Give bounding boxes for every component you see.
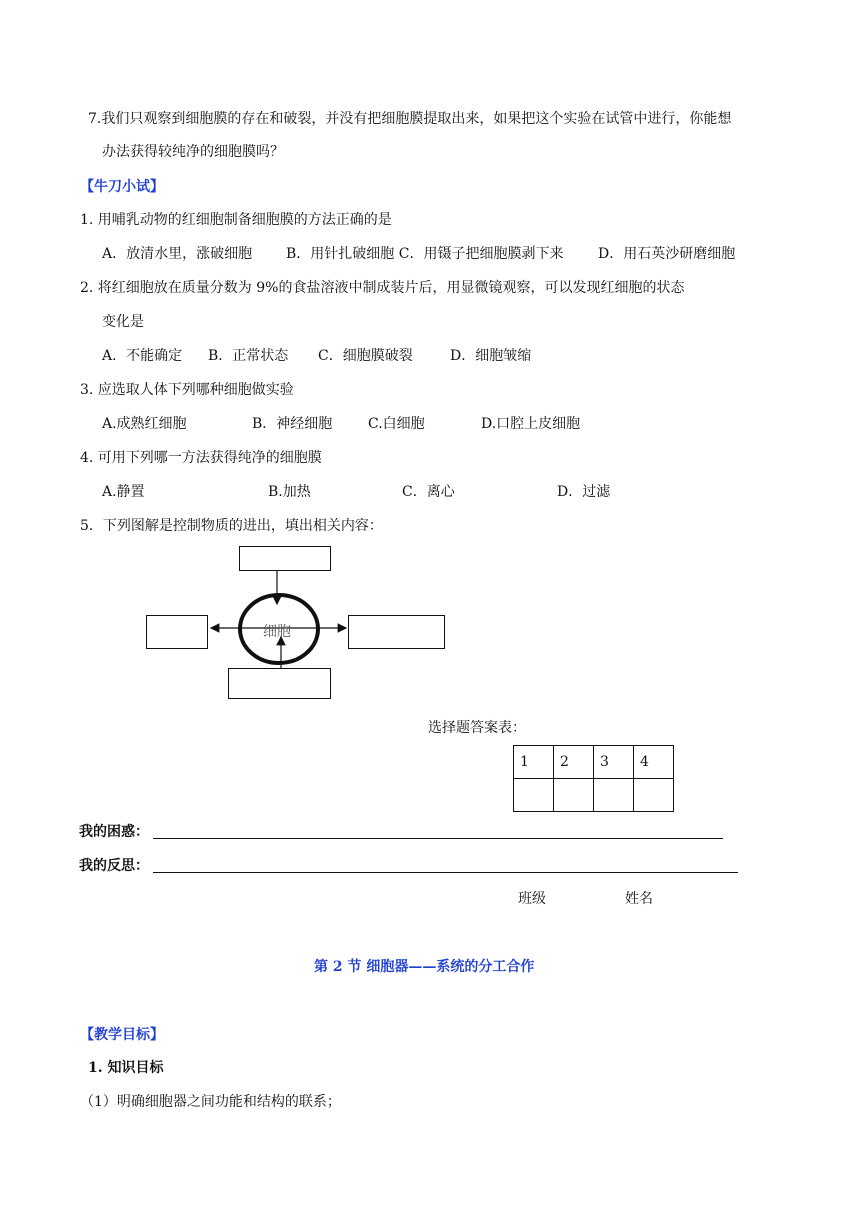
question-1-option-bc: B．用针扎破细胞 C．用镊子把细胞膜剥下来 (286, 246, 564, 262)
answer-table (513, 745, 674, 812)
question-3-option-c: C.白细胞 (368, 416, 425, 432)
answer-cell-2[interactable] (554, 779, 594, 812)
reflection-blank-line[interactable] (153, 872, 738, 873)
knowledge-goal-heading: 1. 知识目标 (88, 1060, 164, 1076)
knowledge-goal-item-1: （1）明确细胞器之间功能和结构的联系； (80, 1094, 341, 1110)
answer-table-header-2: 2 (554, 746, 594, 779)
answer-table-caption: 选择题答案表： (428, 720, 526, 736)
question-5-stem: 5．下列图解是控制物质的进出，填出相关内容： (80, 518, 383, 534)
confusion-label: 我的困惑： (79, 824, 149, 840)
section-header-test: 【牛刀小试】 (80, 179, 164, 195)
answer-table-header-1: 1 (514, 746, 554, 779)
confusion-blank-line[interactable] (153, 838, 723, 839)
diagram-box-top[interactable] (239, 546, 331, 571)
question-4-option-a: A.静置 (102, 484, 145, 500)
question-1-stem: 1. 用哺乳动物的红细胞制备细胞膜的方法正确的是 (80, 212, 392, 228)
question-2-option-b: B．正常状态 (208, 348, 289, 364)
diagram-box-right[interactable] (348, 615, 445, 649)
question-3-option-a: A.成熟红细胞 (102, 416, 187, 432)
answer-table-header-3: 3 (594, 746, 634, 779)
question-2-option-c: C．细胞膜破裂 (318, 348, 413, 364)
question-1-option-a: A．放清水里，涨破细胞 (102, 246, 253, 262)
goals-header: 【教学目标】 (80, 1027, 164, 1043)
question-1-option-d: D．用石英沙研磨细胞 (598, 246, 736, 262)
answer-cell-1[interactable] (514, 779, 554, 812)
q7-line2: 办法获得较纯净的细胞膜吗？ (102, 144, 284, 160)
class-label: 班级 (518, 891, 546, 907)
question-4-stem: 4. 可用下列哪一方法获得纯净的细胞膜 (80, 450, 322, 466)
question-4-option-b: B.加热 (268, 484, 311, 500)
question-3-option-b: B．神经细胞 (252, 416, 333, 432)
question-3-stem: 3. 应选取人体下列哪种细胞做实验 (80, 382, 294, 398)
diagram-cell-label: 细胞 (263, 624, 291, 640)
diagram-box-left[interactable] (146, 615, 208, 649)
question-4-option-d: D．过滤 (557, 484, 611, 500)
name-label: 姓名 (625, 891, 653, 907)
question-4-option-c: C．离心 (402, 484, 455, 500)
diagram-box-bottom[interactable] (228, 668, 331, 699)
reflection-label: 我的反思： (79, 858, 149, 874)
answer-cell-3[interactable] (594, 779, 634, 812)
answer-cell-4[interactable] (634, 779, 674, 812)
question-2-stem: 2. 将红细胞放在质量分数为 9%的食盐溶液中制成装片后，用显微镜观察，可以发现红细胞的状态 (80, 280, 685, 296)
question-2-option-a: A．不能确定 (102, 348, 183, 364)
q7-line1: 7.我们只观察到细胞膜的存在和破裂，并没有把细胞膜提取出来，如果把这个实验在试管中进行，你能想 (88, 111, 732, 127)
question-2-stem-cont: 变化是 (102, 314, 144, 330)
question-3-option-d: D.口腔上皮细胞 (481, 416, 581, 432)
answer-table-header-4: 4 (634, 746, 674, 779)
section-title: 第 2 节 细胞器——系统的分工合作 (314, 959, 535, 975)
question-2-option-d: D．细胞皱缩 (450, 348, 532, 364)
